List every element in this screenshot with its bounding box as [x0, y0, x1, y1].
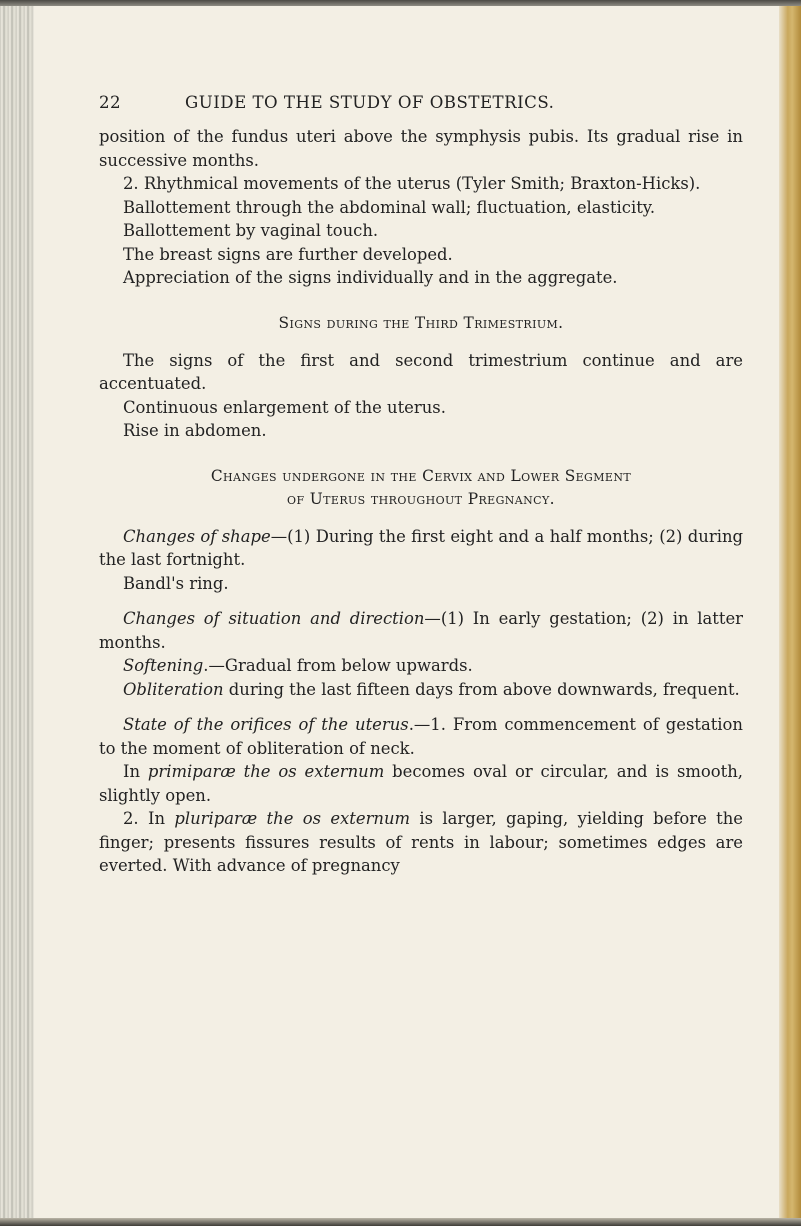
paragraph: The breast signs are further developed. — [123, 244, 453, 264]
italic-label: pluriparæ the os externum — [174, 809, 411, 828]
paragraph — [99, 678, 743, 702]
paragraph: The signs of the first and second trimestrium continue and are accentuated. — [99, 350, 743, 393]
italic-label: Obliteration — [123, 679, 224, 699]
heading-line: Changes undergone in the Cervix and Lower Segment — [210, 466, 632, 485]
paragraph: Appreciation of the signs individually and in the aggregate. — [123, 268, 618, 287]
page-text — [99, 93, 743, 878]
paragraph-text: .—Gradual from below upwards. — [203, 656, 473, 675]
paragraph-text: .—1. From commencement of gestation to the moment of obliteration of neck. — [99, 715, 743, 758]
paragraph: Rise in abdomen. — [123, 421, 267, 440]
paragraph: Continuous enlargement of the uterus. — [123, 397, 446, 417]
section-heading — [99, 465, 743, 511]
paragraph — [99, 807, 743, 878]
paragraph-text: becomes oval or circular, and is smooth, slightly open. — [99, 762, 743, 805]
italic-label: Changes of situation and direction — [123, 609, 425, 628]
paragraph-text: —(1) During the first eight and a half months; (2) during the last fortnight. — [99, 526, 743, 569]
paragraph — [99, 525, 743, 572]
section-heading: Signs during the Third Trimestrium. — [278, 313, 564, 332]
paragraph — [99, 760, 743, 807]
running-header — [99, 93, 743, 112]
paragraph: Ballottement by vaginal touch. — [123, 221, 379, 240]
paragraph — [99, 713, 743, 760]
paragraph-text: —(1) In early gestation; (2) in latter months. — [99, 609, 744, 652]
paragraph-text: 2. In — [123, 809, 175, 828]
spacer — [99, 595, 743, 607]
paragraph — [99, 607, 743, 654]
binding-edge — [0, 0, 34, 1226]
page-number: 22 — [99, 93, 122, 112]
spacer — [99, 701, 743, 713]
italic-label: State of the orifices of the uterus — [123, 715, 409, 734]
running-title: GUIDE TO THE STUDY OF OBSTETRICS. — [185, 93, 555, 112]
paragraph: 2. Rhythmical movements of the uterus (Tyler Smith; Braxton-Hicks). — [123, 174, 701, 193]
italic-label: primiparæ the os externum — [147, 762, 385, 781]
paragraph-text: during the last fifteen days from above downwards, frequent. — [223, 679, 740, 699]
italic-label: Changes of shape — [123, 526, 271, 546]
paragraph: position of the fundus uteri above the symphysis pubis. Its gradual rise in successive months. — [99, 127, 743, 170]
paragraph — [99, 654, 743, 678]
heading-line: of Uterus throughout Pregnancy. — [287, 489, 555, 508]
page-edge-right — [779, 0, 801, 1226]
paragraph: Bandl's ring. — [123, 573, 229, 593]
paragraph-text: In — [123, 762, 148, 781]
top-border — [0, 0, 801, 6]
italic-label: Softening — [123, 656, 204, 675]
paragraph: Ballottement through the abdominal wall; fluctuation, elasticity. — [123, 197, 656, 217]
paragraph-text: is larger, gaping, yielding before the finger; presents fissures results of rents in labour; sometimes edges are everted. With advance of pregnancy — [99, 809, 743, 875]
bottom-border — [0, 1218, 801, 1226]
